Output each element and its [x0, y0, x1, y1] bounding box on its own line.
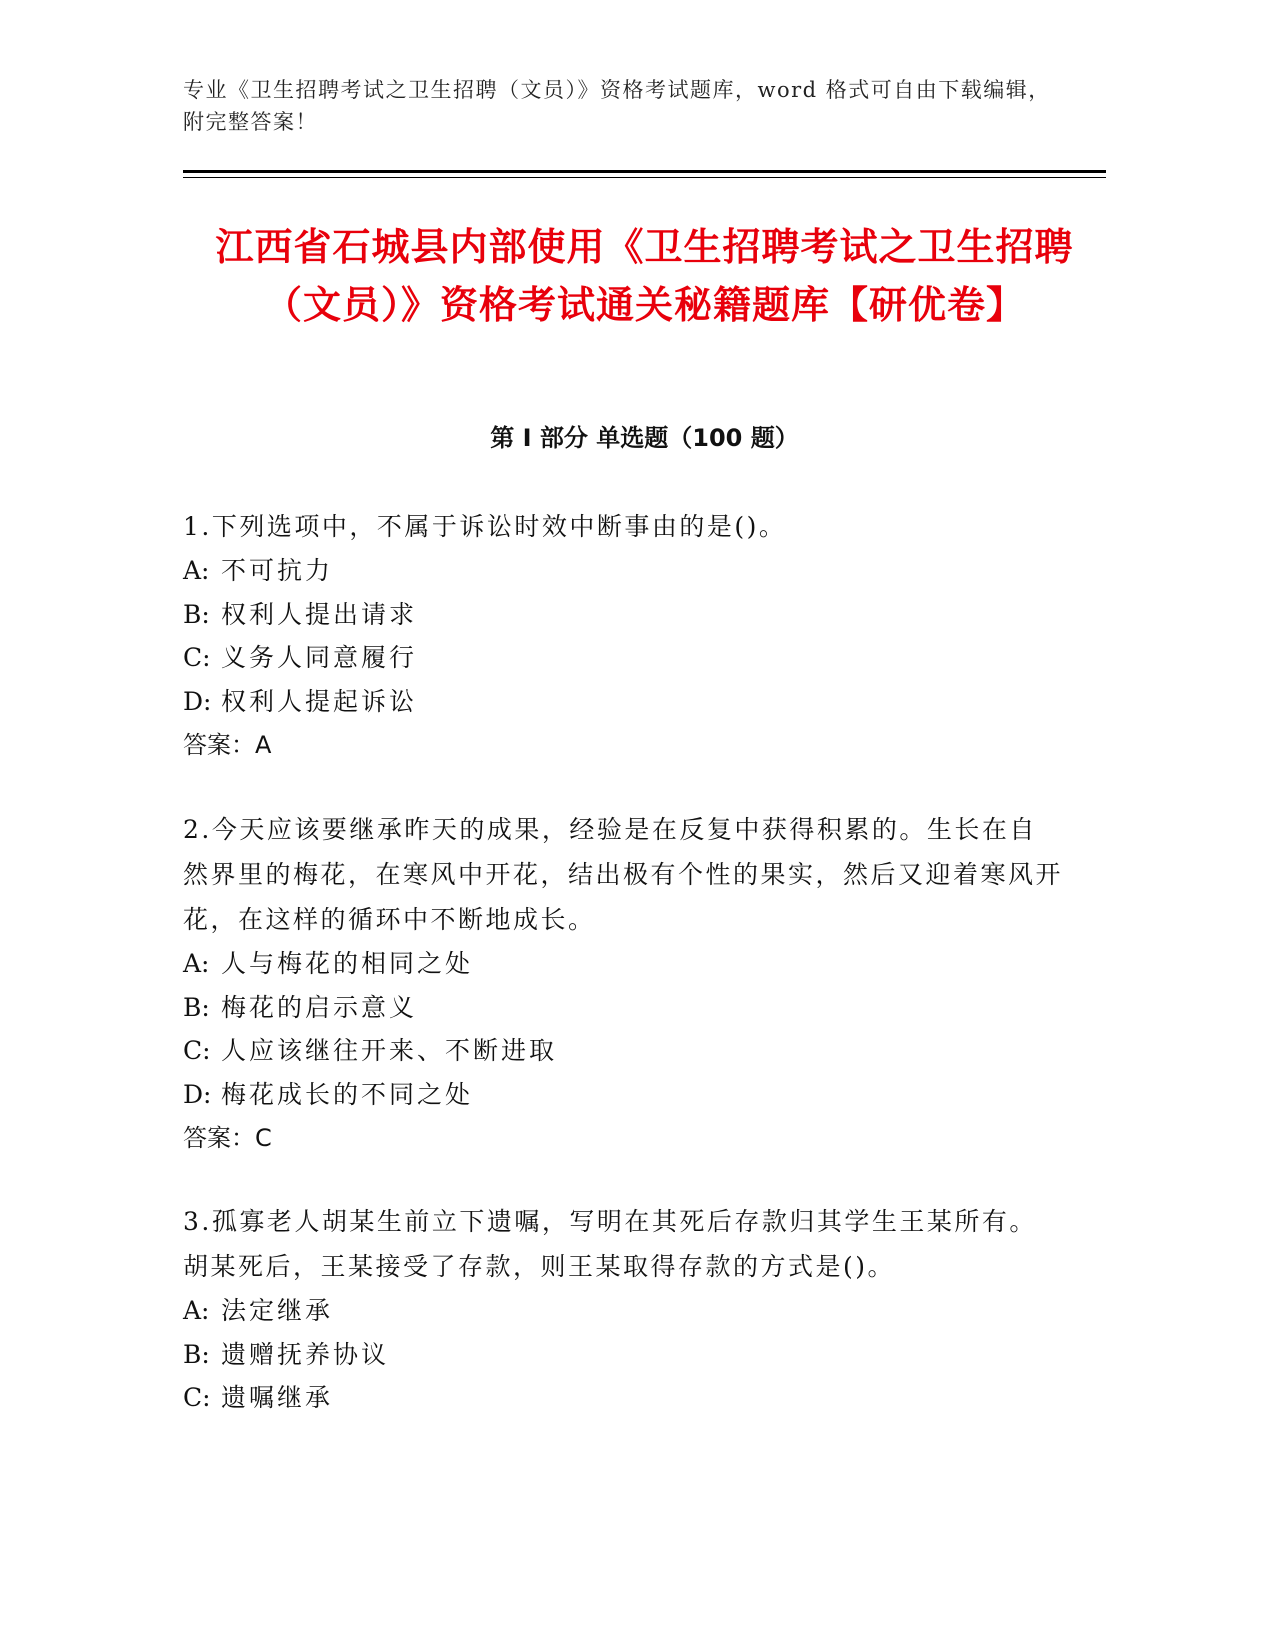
option-d — [183, 680, 1063, 724]
option-text: 义务人同意履行 — [221, 643, 418, 672]
option-text: 梅花成长的不同之处 — [221, 1079, 474, 1109]
question-1 — [183, 504, 1063, 767]
document-title: 江西省石城县内部使用《卫生招聘考试之卫生招聘（文员）》资格考试通关秘籍题库【研优卷】 — [215, 225, 1074, 327]
option-c — [183, 1376, 1063, 1420]
option-letter: A: — [183, 556, 210, 585]
option-c — [183, 1029, 1063, 1073]
option-text: 梅花的启示意义 — [221, 992, 418, 1022]
option-letter: C: — [183, 643, 211, 672]
option-a — [183, 549, 1063, 593]
question-stem: 2.今天应该要继承昨天的成果，经验是在反复中获得积累的。生长在自然界里的梅花，在寒风中开花，结出极有个性的果实，然后又迎着寒风开花，在这样的循环中不断地成长。 — [183, 815, 1064, 934]
option-text: 遗赠抚养协议 — [221, 1339, 390, 1369]
question-2 — [183, 807, 1063, 1160]
option-b — [183, 593, 1063, 637]
option-d — [183, 1073, 1063, 1117]
section-heading: 第 I 部分 单选题（100 题） — [490, 424, 799, 452]
option-letter: C: — [183, 1036, 211, 1065]
question-stem: 1.下列选项中，不属于诉讼时效中断事由的是()。 — [183, 512, 787, 541]
option-text: 人应该继往开来、不断进取 — [221, 1036, 558, 1065]
option-letter: D: — [183, 686, 212, 716]
option-letter: C: — [183, 1383, 211, 1412]
option-a — [183, 1289, 1063, 1333]
option-text: 权利人提出请求 — [221, 599, 418, 629]
option-letter: A: — [183, 1296, 210, 1325]
option-text: 不可抗力 — [221, 556, 334, 585]
question-3 — [183, 1199, 1063, 1420]
answer: 答案：A — [183, 731, 272, 759]
option-b — [183, 1333, 1063, 1377]
header-rule-thick — [183, 170, 1106, 173]
option-letter: B: — [183, 992, 210, 1022]
option-letter: B: — [183, 1339, 210, 1369]
option-text: 遗嘱继承 — [221, 1383, 334, 1412]
header-rule-thin — [183, 177, 1106, 178]
option-letter: D: — [183, 1079, 212, 1109]
option-letter: B: — [183, 599, 210, 629]
option-c — [183, 636, 1063, 680]
option-a — [183, 942, 1063, 986]
option-text: 权利人提起诉讼 — [221, 686, 418, 716]
option-text: 法定继承 — [221, 1296, 334, 1325]
question-stem: 3.孤寡老人胡某生前立下遗嘱，写明在其死后存款归其学生王某所有。胡某死后，王某接受了存款，则王某取得存款的方式是()。 — [183, 1207, 1037, 1281]
option-letter: A: — [183, 949, 210, 978]
header-note: 专业《卫生招聘考试之卫生招聘（文员）》资格考试题库，word 格式可自由下载编辑，附完整答案！ — [183, 78, 1051, 134]
option-text: 人与梅花的相同之处 — [221, 949, 474, 978]
answer: 答案：C — [183, 1124, 272, 1152]
option-b — [183, 986, 1063, 1030]
